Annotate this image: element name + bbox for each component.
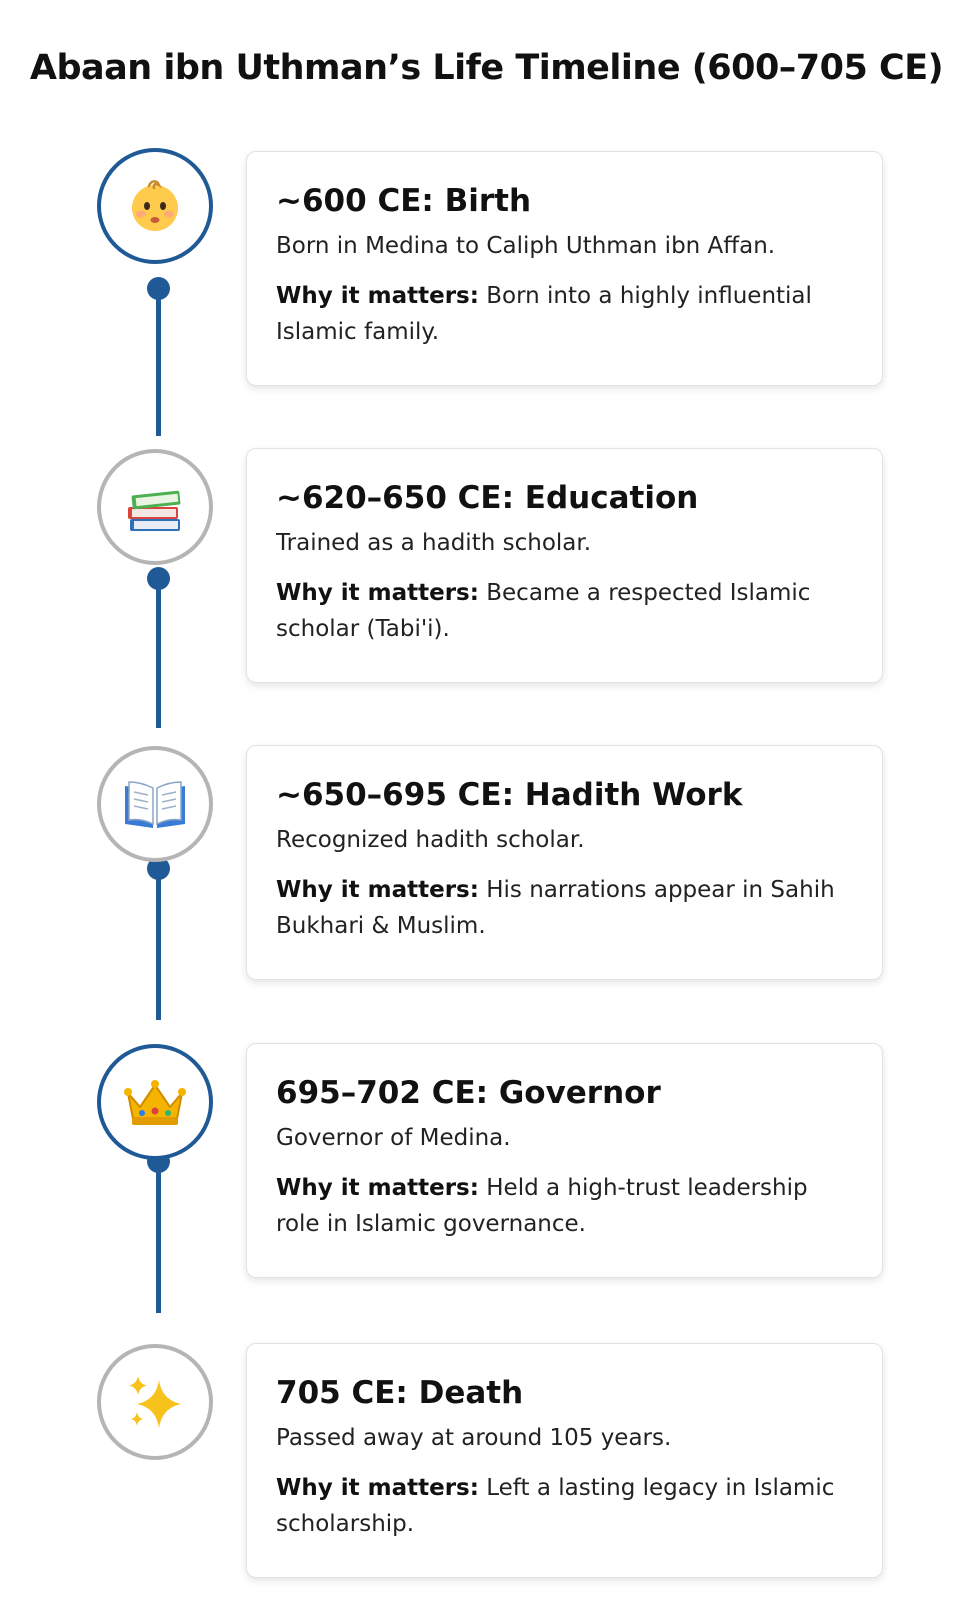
event-description: Born in Medina to Caliph Uthman ibn Affan. xyxy=(276,233,776,259)
timeline-connector xyxy=(156,1171,161,1313)
baby-icon xyxy=(123,174,187,238)
event-heading: ~650–695 CE: Hadith Work xyxy=(276,777,743,813)
event-card xyxy=(246,745,883,980)
event-card xyxy=(246,151,883,386)
event-heading: 705 CE: Death xyxy=(276,1375,524,1411)
timeline-dot xyxy=(147,277,170,300)
event-icon-circle xyxy=(97,746,213,862)
crown-icon xyxy=(122,1075,188,1129)
why-text: His narrations appear in Sahih Bukhari & Muslim. xyxy=(276,877,835,939)
why-text: Born into a highly influential Islamic family. xyxy=(276,283,812,345)
why-text: Held a high-trust leadership role in Islamic governance. xyxy=(276,1175,808,1237)
why-text: Left a lasting legacy in Islamic scholarship. xyxy=(276,1475,835,1537)
timeline-connector xyxy=(156,878,161,1020)
event-icon-circle xyxy=(97,1344,213,1460)
event-description: Governor of Medina. xyxy=(276,1125,511,1151)
event-heading: ~600 CE: Birth xyxy=(276,183,532,219)
event-icon-circle xyxy=(97,148,213,264)
event-description: Passed away at around 105 years. xyxy=(276,1425,672,1451)
event-why xyxy=(276,1470,836,1542)
why-text: Became a respected Islamic scholar (Tabi'i). xyxy=(276,580,811,642)
event-card xyxy=(246,1343,883,1578)
timeline-connector xyxy=(156,298,161,436)
open-book-icon xyxy=(121,776,189,832)
why-label: Why it matters: xyxy=(276,877,479,903)
timeline-connector xyxy=(156,588,161,728)
event-why xyxy=(276,278,836,350)
why-label: Why it matters: xyxy=(276,1475,479,1501)
event-heading: 695–702 CE: Governor xyxy=(276,1075,661,1111)
why-label: Why it matters: xyxy=(276,283,479,309)
event-card xyxy=(246,448,883,683)
event-why xyxy=(276,872,836,944)
event-why xyxy=(276,575,836,647)
event-why xyxy=(276,1170,836,1242)
page-title: Abaan ibn Uthman’s Life Timeline (600–705 CE) xyxy=(29,48,944,88)
event-heading: ~620–650 CE: Education xyxy=(276,480,699,516)
sparkles-icon xyxy=(123,1370,187,1434)
event-description: Recognized hadith scholar. xyxy=(276,827,585,853)
books-icon xyxy=(122,475,188,539)
event-icon-circle xyxy=(97,1044,213,1160)
event-card xyxy=(246,1043,883,1278)
event-description: Trained as a hadith scholar. xyxy=(276,530,592,556)
event-icon-circle xyxy=(97,449,213,565)
why-label: Why it matters: xyxy=(276,580,479,606)
timeline-dot xyxy=(147,567,170,590)
why-label: Why it matters: xyxy=(276,1175,479,1201)
